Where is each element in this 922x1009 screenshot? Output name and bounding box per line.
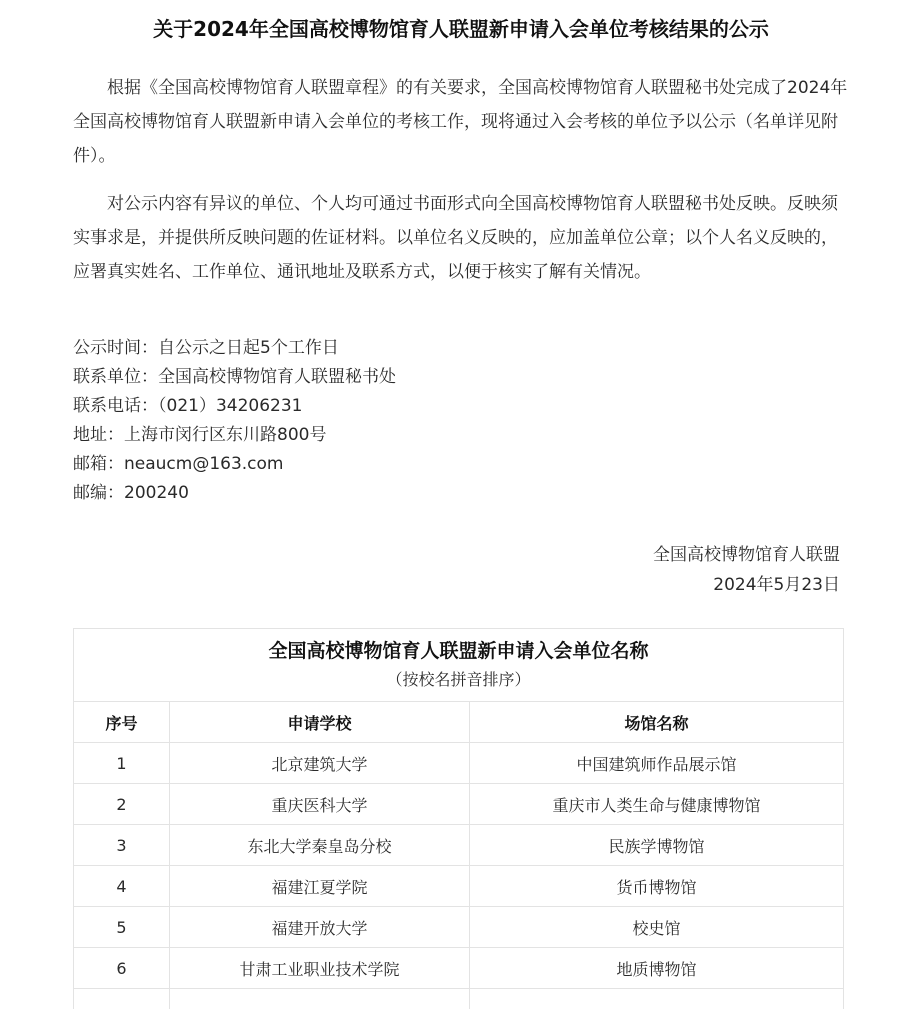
member-table	[73, 628, 844, 1009]
row-venue: 校史馆	[632, 918, 681, 938]
table-row	[74, 948, 843, 989]
row-venue: 中国建筑师作品展示馆	[576, 754, 737, 774]
contact-address: 地址：上海市闵行区东川路800号	[73, 425, 327, 445]
signature-date: 2024年5月23日	[713, 575, 840, 595]
row-index: 5	[74, 907, 170, 947]
table-row-partial	[74, 989, 843, 1009]
row-school: 东北大学秦皇岛分校	[170, 825, 470, 865]
signature-block	[653, 540, 840, 600]
row-index: 3	[74, 825, 170, 865]
row-venue: 地质博物馆	[616, 959, 697, 979]
contact-postcode: 邮编：200240	[73, 483, 189, 503]
page-title: 关于2024年全国高校博物馆育人联盟新申请入会单位考核结果的公示	[153, 17, 769, 41]
table-subtitle: （按校名拼音排序）	[386, 670, 531, 689]
row-school: 福建江夏学院	[170, 866, 470, 906]
row-school: 福建开放大学	[170, 907, 470, 947]
header-venue: 场馆名称	[624, 713, 689, 733]
table-caption	[74, 629, 843, 702]
publicity-period: 公示时间：自公示之日起5个工作日	[73, 338, 339, 358]
table-row	[74, 907, 843, 948]
contact-unit: 联系单位：全国高校博物馆育人联盟秘书处	[73, 367, 396, 387]
header-index: 序号	[74, 702, 170, 742]
row-school: 甘肃工业职业技术学院	[170, 948, 470, 988]
row-school-empty	[170, 989, 470, 1009]
signature-org: 全国高校博物馆育人联盟	[653, 545, 840, 565]
paragraph-announcement: 根据《全国高校博物馆育人联盟章程》的有关要求，全国高校博物馆育人联盟秘书处完成了2024年全国高校博物馆育人联盟新申请入会单位的考核工作，现将通过入会考核的单位予以公示（名单详见附件）。	[73, 78, 848, 166]
row-index: 6	[74, 948, 170, 988]
table-row	[74, 825, 843, 866]
contact-email: 邮箱：neaucm@163.com	[73, 454, 284, 474]
table-row	[74, 866, 843, 907]
table-row	[74, 743, 843, 784]
paragraph-objection: 对公示内容有异议的单位、个人均可通过书面形式向全国高校博物馆育人联盟秘书处反映。反映须实事求是，并提供所反映问题的佐证材料。以单位名义反映的，应加盖单位公章；以个人名义反映的，应署真实姓名、工作单位、通讯地址及联系方式，以便于核实了解有关情况。	[73, 194, 838, 282]
row-venue: 重庆市人类生命与健康博物馆	[552, 795, 761, 815]
contact-info	[73, 334, 853, 508]
row-venue: 民族学博物馆	[608, 836, 705, 856]
row-index-empty	[74, 989, 170, 1009]
table-row	[74, 784, 843, 825]
row-index: 1	[74, 743, 170, 783]
row-venue-empty	[470, 989, 843, 1009]
row-school: 重庆医科大学	[170, 784, 470, 824]
row-index: 4	[74, 866, 170, 906]
row-venue: 货币博物馆	[616, 877, 697, 897]
row-school: 北京建筑大学	[170, 743, 470, 783]
table-header-row	[74, 702, 843, 743]
contact-phone: 联系电话：（021）34206231	[73, 396, 303, 416]
row-index: 2	[74, 784, 170, 824]
table-title: 全国高校博物馆育人联盟新申请入会单位名称	[268, 640, 649, 662]
header-school: 申请学校	[170, 702, 470, 742]
